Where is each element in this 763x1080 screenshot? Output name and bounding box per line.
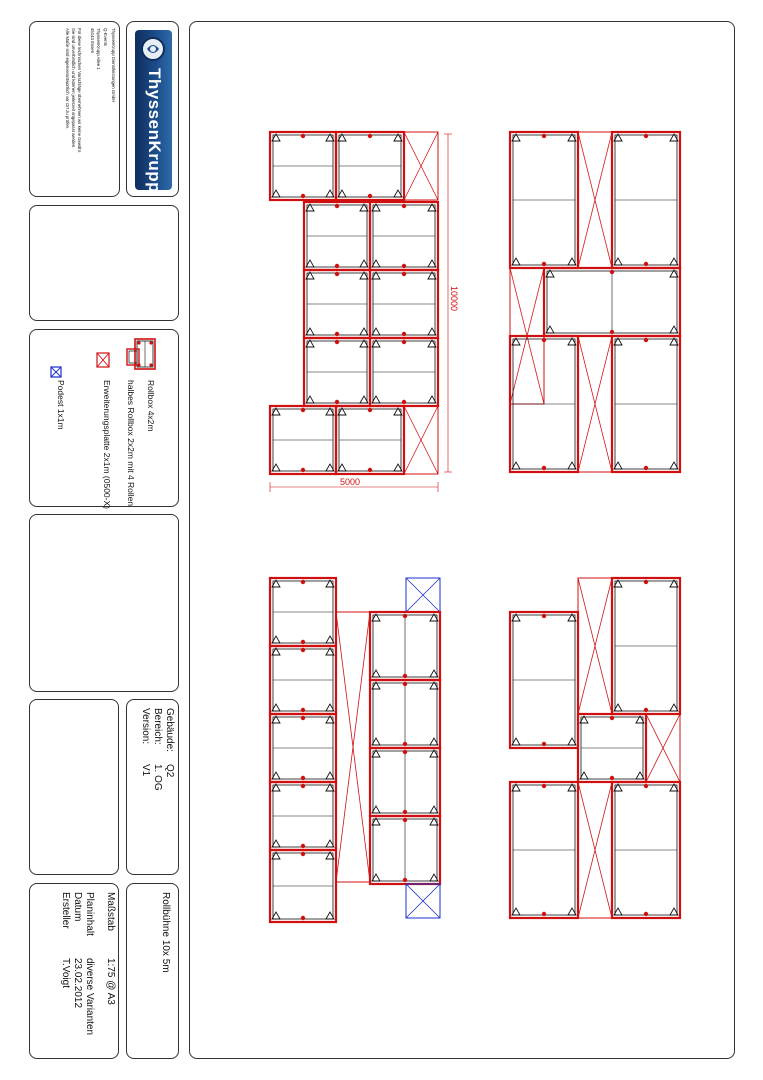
details-panel xyxy=(29,883,119,1059)
legend-label: halbes Rollbox 2x2m mit 4 Rollen xyxy=(126,380,136,507)
connector xyxy=(542,466,546,470)
connector xyxy=(403,682,407,686)
connector xyxy=(301,468,305,472)
connector xyxy=(335,264,339,268)
address-line: ThyssenKrupp Dienstleistungen GmbH xyxy=(111,28,116,103)
brand-logo xyxy=(135,30,172,194)
content-value: diverse Varianten xyxy=(84,958,95,1036)
building-value: Q2 xyxy=(164,764,175,778)
scale-value: 1:75 @ A3 xyxy=(105,958,116,1005)
connector xyxy=(301,408,305,412)
author-value: T.Voigt xyxy=(60,958,71,989)
address-line: ThyssenKrupp Allee 1 xyxy=(95,28,101,70)
disclaimer-line: Für diese technischen Vorschläge übernehmen wir keine Gewähr. xyxy=(76,28,82,154)
version-value: V1 xyxy=(140,764,151,777)
connector xyxy=(644,580,648,584)
connector xyxy=(644,262,648,266)
connector xyxy=(335,340,339,344)
connector xyxy=(402,204,406,208)
connector xyxy=(301,916,305,920)
date-value: 23.02.2012 xyxy=(72,958,83,1009)
connector xyxy=(542,614,546,618)
address-line: 45143 Essen xyxy=(90,28,96,54)
content-key: Planinhalt xyxy=(84,892,95,936)
logo-panel xyxy=(126,21,179,197)
connector xyxy=(644,134,648,138)
connector xyxy=(335,272,339,276)
connector xyxy=(368,408,372,412)
connector xyxy=(403,750,407,754)
connector xyxy=(301,580,305,584)
connector xyxy=(644,338,648,342)
connector xyxy=(542,134,546,138)
connector xyxy=(301,852,305,856)
building-info-panel xyxy=(126,699,179,875)
connector xyxy=(335,400,339,404)
connector xyxy=(301,640,305,644)
legend-label: Podest 1x1m xyxy=(56,380,66,430)
connector xyxy=(403,810,407,814)
connector xyxy=(610,270,614,274)
connector xyxy=(301,844,305,848)
connector xyxy=(644,466,648,470)
connector xyxy=(301,776,305,780)
connector xyxy=(610,776,614,780)
connector xyxy=(542,262,546,266)
legend-label: Rollbox 4x2m xyxy=(146,380,156,432)
drawing-title: Rollbühne 10x 5m xyxy=(160,892,171,973)
connector xyxy=(403,818,407,822)
area-key: Bereich: xyxy=(152,708,163,745)
disclaimer-line: Sie sind unverbindlich und können jederzeit angepasst werden. xyxy=(71,28,77,149)
connector xyxy=(402,400,406,404)
connector xyxy=(644,708,648,712)
connector xyxy=(610,330,614,334)
connector xyxy=(402,332,406,336)
author-key: Ersteller xyxy=(60,892,71,929)
connector xyxy=(403,614,407,618)
connector xyxy=(301,648,305,652)
building-key: Gebäude: xyxy=(164,708,175,752)
version-key: Version: xyxy=(140,708,151,745)
address-line: Q-Events xyxy=(103,28,109,46)
logo-emblem-icon xyxy=(140,36,166,62)
date-key: Datum xyxy=(72,892,83,922)
connector xyxy=(542,338,546,342)
scale-key: Maßstab xyxy=(105,892,116,931)
connector xyxy=(402,264,406,268)
connector xyxy=(335,204,339,208)
connector xyxy=(368,194,372,198)
connector xyxy=(301,194,305,198)
connector xyxy=(301,784,305,788)
connector xyxy=(542,784,546,788)
brand-name: ThyssenKrupp xyxy=(145,68,164,194)
connector xyxy=(542,742,546,746)
dimension-length-label: 10000 xyxy=(449,286,459,312)
legend-panel xyxy=(29,329,179,507)
dimension-width-label: 5000 xyxy=(340,477,361,487)
area-value: 1. OG xyxy=(152,764,163,791)
connector xyxy=(301,134,305,138)
connector xyxy=(368,134,372,138)
empty-panel-3 xyxy=(29,699,119,875)
extension-plate-icon xyxy=(96,352,110,368)
podium-icon xyxy=(50,366,62,378)
connector xyxy=(644,912,648,916)
connector xyxy=(301,708,305,712)
stage-plan-canvas xyxy=(190,22,736,1060)
connector xyxy=(644,784,648,788)
connector xyxy=(542,912,546,916)
title-panel xyxy=(126,883,179,1059)
half-rollbox-icon xyxy=(126,348,140,366)
disclaimer-line: Alle Maße sind eigenverantwortlich vor Ort zu prüfen. xyxy=(65,28,71,130)
connector xyxy=(335,332,339,336)
connector xyxy=(368,468,372,472)
connector xyxy=(301,716,305,720)
connector xyxy=(403,878,407,882)
connector xyxy=(403,674,407,678)
drawing-area xyxy=(189,21,735,1059)
connector xyxy=(402,340,406,344)
empty-panel-2 xyxy=(29,514,179,692)
connector xyxy=(610,716,614,720)
address-panel xyxy=(29,21,120,197)
connector xyxy=(403,742,407,746)
legend-label: Erweiterungsplatte 2x1m (0500-X) xyxy=(102,380,112,509)
empty-panel-1 xyxy=(29,205,179,321)
connector xyxy=(402,272,406,276)
